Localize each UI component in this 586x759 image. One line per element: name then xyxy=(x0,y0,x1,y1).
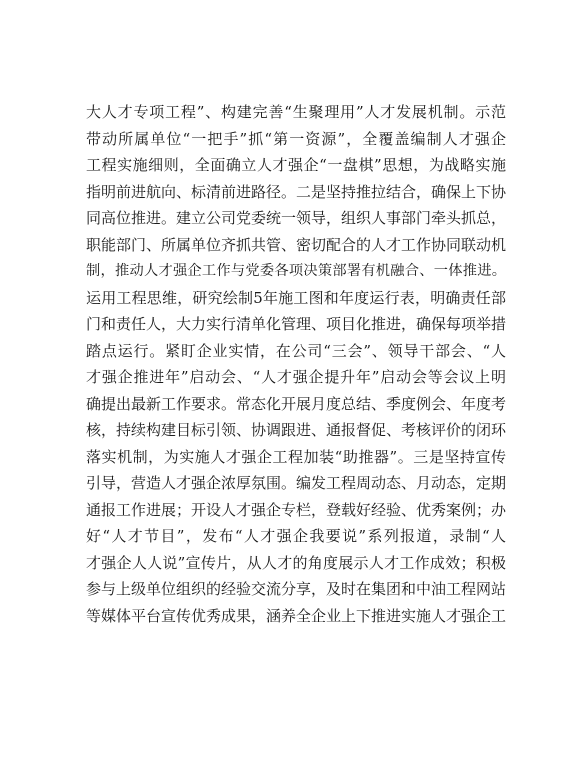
text-line: 才强企推进年”启动会、“人才强企提升年”启动会等会议上明 xyxy=(86,368,506,386)
text-line: 核，持续构建目标引领、协调跟进、通报督促、考核评价的闭环 xyxy=(86,421,506,439)
text-line: 运用工程思维，研究绘制5年施工图和年度运行表，明确责任部 xyxy=(86,288,506,307)
text-line: 确提出最新工作要求。常态化开展月度总结、季度例会、年度考 xyxy=(86,394,506,413)
text-line: 踏点运行。紧盯企业实情，在公司“三会”、领导干部会、“人 xyxy=(86,341,506,360)
text-line: 带动所属单位“一把手”抓“第一资源”，全覆盖编制人才强企 xyxy=(86,129,506,148)
text-line: 参与上级单位组织的经验交流分享，及时在集团和中油工程网站 xyxy=(86,580,506,598)
body-paragraph xyxy=(86,99,506,629)
text-line: 同高位推进。建立公司党委统一领导，组织人事部门牵头抓总， xyxy=(86,209,506,227)
text-line: 指明前进航向、标清前进路径。二是坚持推拉结合，确保上下协 xyxy=(86,182,506,201)
text-line: 落实机制，为实施人才强企工程加装“助推器”。三是坚持宣传 xyxy=(86,447,506,466)
text-line: 大人才专项工程”、构建完善“生聚理用”人才发展机制。示范 xyxy=(86,103,506,121)
text-line: 才强企人人说”宣传片，从人才的角度展示人才工作成效；积极 xyxy=(86,553,506,572)
text-line: 职能部门、所属单位齐抓共管、密切配合的人才工作协同联动机 xyxy=(86,235,506,254)
text-line: 等媒体平台宣传优秀成果，涵养全企业上下推进实施人才强企工 xyxy=(86,606,506,625)
text-line: 制，推动人才强企工作与党委各项决策部署有机融合、一体推进。 xyxy=(86,263,506,279)
text-line: 门和责任人，大力实行清单化管理、项目化推进，确保每项举措 xyxy=(86,315,506,333)
text-line: 工程实施细则，全面确立人才强企“一盘棋”思想，为战略实施 xyxy=(86,156,506,174)
text-line: 引导，营造人才强企浓厚氛围。编发工程周动态、月动态，定期 xyxy=(86,474,506,492)
text-line: 好“人才节目”，发布“人才强企我要说”系列报道，录制“人 xyxy=(86,527,506,545)
text-line: 通报工作进展；开设人才强企专栏，登载好经验、优秀案例；办 xyxy=(86,500,506,519)
